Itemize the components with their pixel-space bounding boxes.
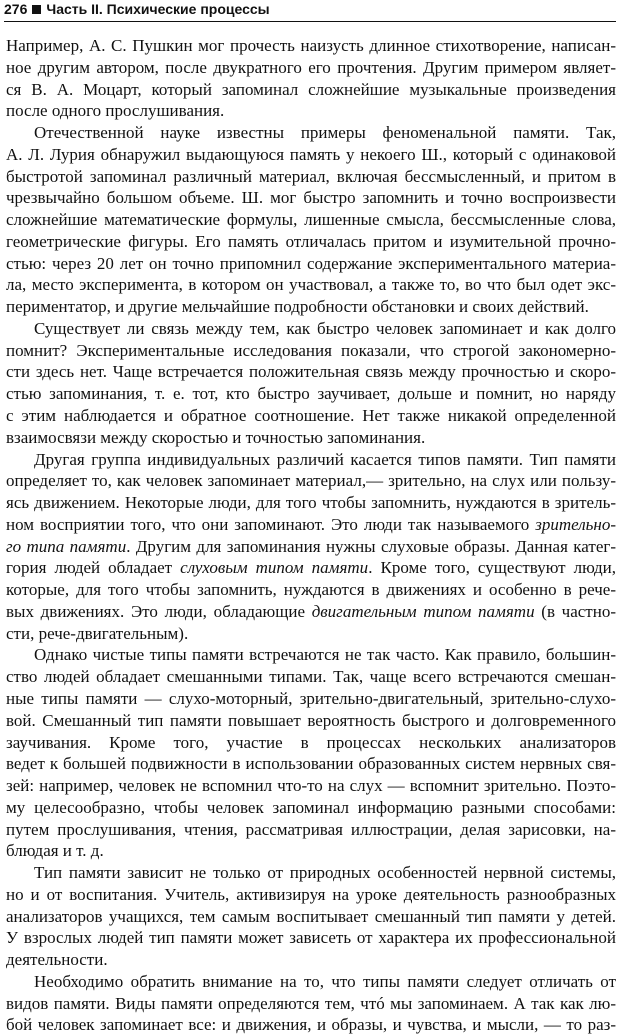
text-line <box>6 862 616 884</box>
text-line <box>6 819 616 841</box>
text-line <box>6 166 616 188</box>
text-segment: определяет то, как человек запоминает материал,— зрительно, на слух или пользу- <box>6 471 616 491</box>
text-segment: гория людей обладает <box>6 558 181 578</box>
text-line <box>6 623 616 645</box>
text-line <box>6 710 616 732</box>
text-line <box>6 753 616 775</box>
text-segment: с этим наблюдается и обратное соотношение. Нет также никакой определенной <box>6 406 616 426</box>
page-number: 276 <box>4 1 28 17</box>
text-line <box>6 666 616 688</box>
italic-term: слуховым типом памяти <box>180 558 369 578</box>
text-line <box>6 449 616 471</box>
italic-term: двигательным типом памяти <box>311 601 535 621</box>
text-line <box>6 361 616 383</box>
text-line <box>6 732 616 754</box>
text-line <box>6 296 616 318</box>
text-segment: сложнейшие математические формулы, лишенные смысла, бессмысленные слова, <box>6 210 616 230</box>
text-segment: ное другим автором, после двукратного его прочтения. Другим примером являет- <box>6 57 616 77</box>
text-line <box>6 231 616 253</box>
text-segment: заучивания. Кроме того, участие в процессах нескольких анализаторов <box>6 732 616 752</box>
italic-term: зрительно- <box>535 514 616 534</box>
text-segment: . Другим для запоминания нужны слуховые образы. Данная катег- <box>126 536 616 556</box>
text-segment: стью: через 20 лет он точно припомнил содержание экспериментального материа- <box>6 253 616 273</box>
text-line <box>6 122 616 144</box>
text-line <box>6 514 616 536</box>
text-segment: ясь движением. Некоторые люди, для того чтобы запомнить, нуждаются в зритель- <box>6 493 616 513</box>
text-segment: периментатор, и другие мельчайшие подробности обстановки и своих действий. <box>6 297 589 317</box>
text-segment: блюдая и т. д. <box>6 841 104 861</box>
text-segment: быстротой запоминал различный материал, включая бессмысленный, и притом в <box>6 166 616 186</box>
text-segment: ном восприятии того, что они запоминают. Это люди так называемого <box>6 514 536 534</box>
text-segment: ла, место эксперимента, в котором он участвовал, а также то, во что был одет экс- <box>6 275 616 295</box>
text-line <box>6 601 616 623</box>
text-segment: бой человек запоминает все: и движения, и образы, и чувства, и мысли, — то раз- <box>6 1015 616 1035</box>
text-segment: ство людей обладает смешанными типами. Так, чаще всего встречаются смешан- <box>6 667 616 687</box>
text-segment: взаимосвязи между скоростью и точностью запоминания. <box>6 427 426 447</box>
text-segment: Другая группа индивидуальных различий касается типов памяти. Тип памяти <box>34 449 616 469</box>
text-segment: зей: например, человек не вспомнил что-то на слух — вспомнит зрительно. Поэто- <box>6 776 616 796</box>
text-line <box>6 470 616 492</box>
text-line <box>6 1014 616 1036</box>
text-line <box>6 383 616 405</box>
text-segment: (в частно- <box>534 601 616 621</box>
text-segment: Однако чистые типы памяти встречаются не так часто. Как правило, большин- <box>34 645 616 665</box>
text-segment: анализаторов учащихся, тем самым воспитывает смешанный тип памяти у детей. <box>6 906 616 926</box>
text-line <box>6 906 616 928</box>
body-text <box>6 35 616 1036</box>
text-line <box>6 209 616 231</box>
text-line <box>6 340 616 362</box>
text-line <box>6 579 616 601</box>
text-segment: чрезвычайно большом объеме. Ш. мог быстро запомнить и точно воспроизвести <box>6 188 616 208</box>
text-segment: которые, для того чтобы запомнить, нуждаются в движениях и особенно в рече- <box>6 580 616 600</box>
text-line <box>6 971 616 993</box>
text-segment: стью запоминания, т. е. тот, кто быстро заучивает, дольше и помнит, но наряду <box>6 384 616 404</box>
text-line <box>6 144 616 166</box>
text-line <box>6 993 616 1015</box>
text-segment: помнит? Экспериментальные исследования показали, что строгой закономерно- <box>6 340 616 360</box>
text-segment: ся В. А. Моцарт, который запоминал сложнейшие музыкальные произведения <box>6 79 616 99</box>
text-line <box>6 884 616 906</box>
text-segment: вой. Смешанный тип памяти повышает вероятность быстрого и долговременного <box>6 710 616 730</box>
text-segment: после одного прослушивания. <box>6 101 225 121</box>
italic-term: го типа памяти <box>6 536 127 556</box>
text-line <box>6 57 616 79</box>
text-line <box>6 79 616 101</box>
text-segment: ведет к большей подвижности в использовании образованных систем нервных свя- <box>6 754 616 774</box>
text-line <box>6 840 616 862</box>
text-segment: . Кроме того, существуют люди, <box>368 558 616 578</box>
text-segment: А. Л. Лурия обнаружил выдающуюся память у некоего Ш., который с одинаковой <box>6 144 616 164</box>
text-segment: Например, А. С. Пушкин мог прочесть наизусть длинное стихотворение, написан- <box>6 36 616 55</box>
text-segment: видов памяти. Виды памяти определяются тем, чтó мы запоминаем. А так как лю- <box>6 993 616 1013</box>
running-header <box>4 0 616 22</box>
text-line <box>6 318 616 340</box>
text-line <box>6 274 616 296</box>
section-title: Часть II. Психические процессы <box>46 1 270 17</box>
text-line <box>6 187 616 209</box>
text-line <box>6 405 616 427</box>
text-line <box>6 100 616 122</box>
text-segment: вых движениях. Это люди, обладающие <box>6 601 312 621</box>
text-line <box>6 927 616 949</box>
text-line <box>6 35 616 57</box>
text-line <box>6 688 616 710</box>
text-segment: путем прослушивания, чтения, рассматривая иллюстрации, делая зарисовки, на- <box>6 819 616 839</box>
text-segment: ные типы памяти — слухо-моторный, зрительно-двигательный, зрительно-слухо- <box>6 688 616 708</box>
text-line <box>6 775 616 797</box>
text-segment: Отечественной науке известны примеры феноменальной памяти. Так, <box>34 123 616 143</box>
text-segment: Тип памяти зависит не только от природных особенностей нервной системы, <box>34 863 616 883</box>
text-segment: му целесообразно, чтобы человек запоминал информацию разными способами: <box>6 797 616 817</box>
text-segment: но и от воспитания. Учитель, активизируя на уроке деятельность разнообразных <box>6 884 616 904</box>
text-segment: сти здесь нет. Чаще встречается положительная связь между прочностью и скоро- <box>6 362 616 382</box>
text-segment: Необходимо обратить внимание на то, что типы памяти следует отличать от <box>34 971 616 991</box>
header-square-icon <box>32 5 41 14</box>
text-segment: Существует ли связь между тем, как быстро человек запоминает и как долго <box>34 318 616 338</box>
text-line <box>6 536 616 558</box>
text-line <box>6 253 616 275</box>
text-line <box>6 949 616 971</box>
text-line <box>6 557 616 579</box>
text-segment: геометрические фигуры. Его память отличалась притом и изумительной прочно- <box>6 231 616 251</box>
text-line <box>6 492 616 514</box>
text-segment: деятельности. <box>6 950 108 970</box>
text-line <box>6 427 616 449</box>
text-line <box>6 644 616 666</box>
text-segment: У взрослых людей тип памяти может зависеть от характера их профессиональной <box>6 928 616 948</box>
text-segment: сти, рече-двигательным). <box>6 623 189 643</box>
text-line <box>6 797 616 819</box>
